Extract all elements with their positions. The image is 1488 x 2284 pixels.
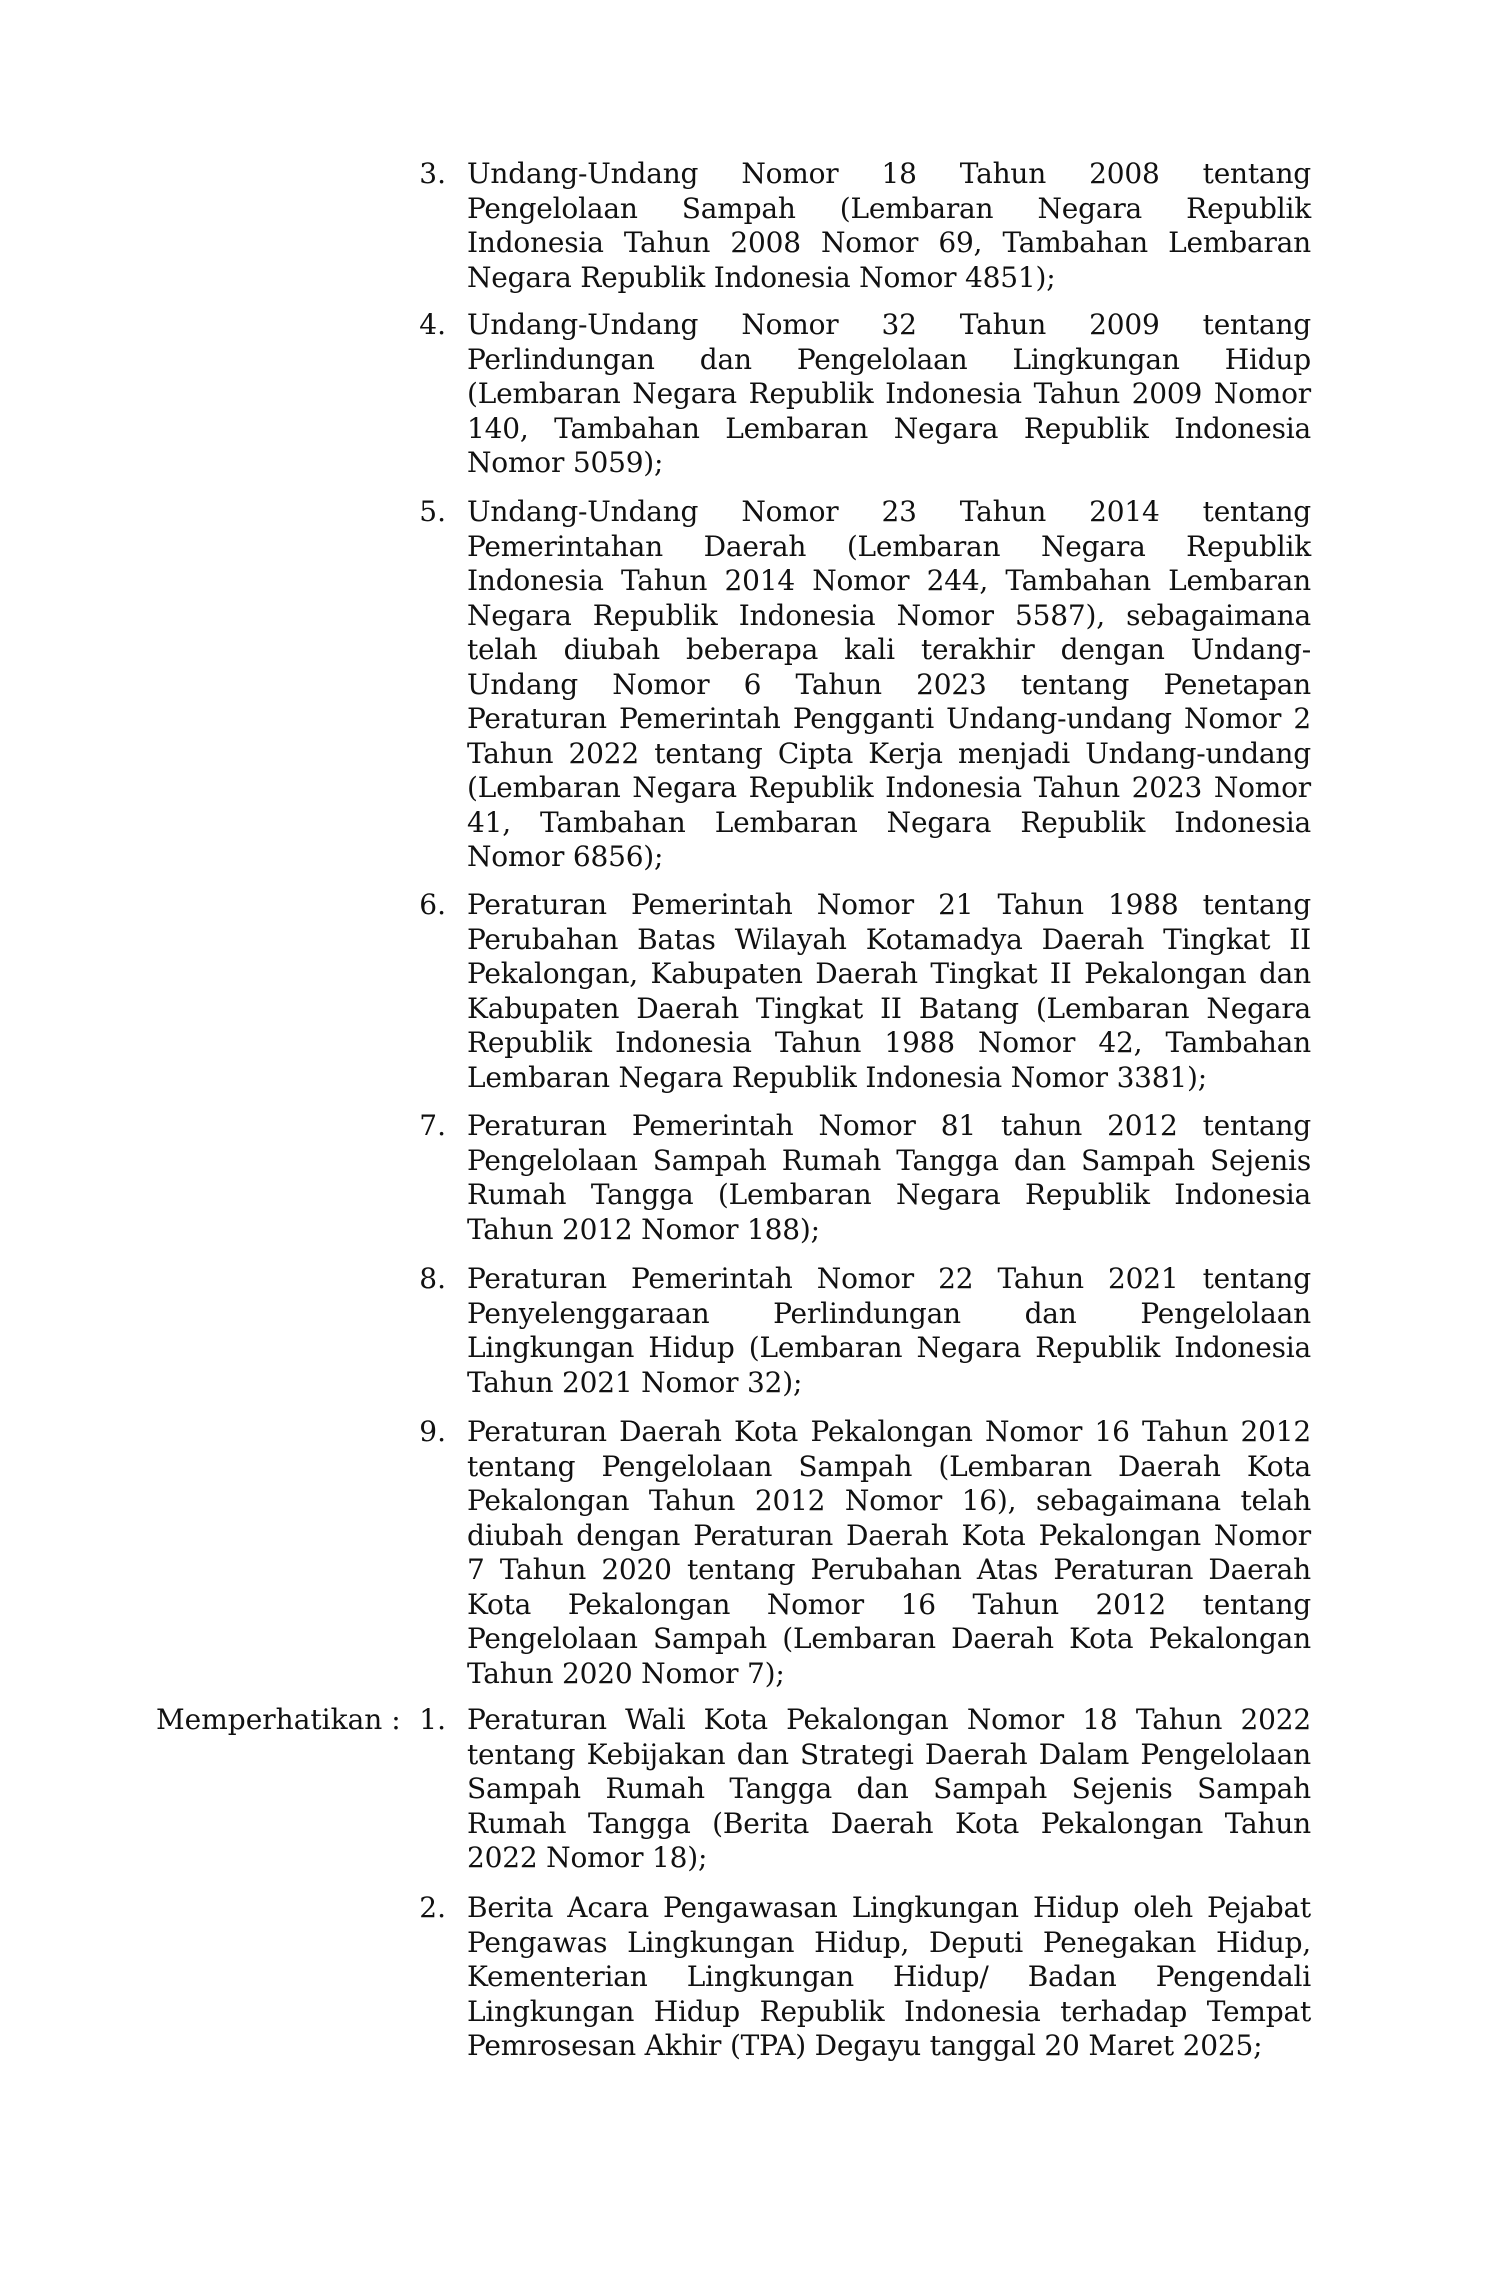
text-line: Peraturan Wali Kota Pekalongan Nomor 18 Tahun 2022 bbox=[467, 1703, 1311, 1736]
item-text bbox=[467, 1415, 1311, 1691]
item-text bbox=[467, 308, 1311, 481]
text-line: Undang-Undang Nomor 32 Tahun 2009 tentang bbox=[467, 308, 1311, 341]
text-line: 140, Tambahan Lembaran Negara Republik Indonesia bbox=[467, 411, 1311, 445]
text-line: Negara Republik Indonesia Nomor 5587), sebagaimana bbox=[467, 598, 1311, 632]
item-number: 9. bbox=[419, 1415, 446, 1448]
item-number: 6. bbox=[419, 888, 446, 921]
item-text bbox=[467, 1262, 1311, 1400]
text-line: (Lembaran Negara Republik Indonesia Tahun 2023 Nomor bbox=[467, 771, 1311, 804]
text-line: 41, Tambahan Lembaran Negara Republik Indonesia bbox=[467, 805, 1311, 839]
text-line: Sampah Rumah Tangga dan Sampah Sejenis Sampah bbox=[467, 1772, 1311, 1805]
text-line: Tahun 2020 Nomor 7); bbox=[467, 1656, 785, 1690]
text-line: Peraturan Pemerintah Nomor 81 tahun 2012 tentang bbox=[467, 1109, 1311, 1142]
item-number: 3. bbox=[419, 157, 446, 190]
text-line: Kabupaten Daerah Tingkat II Batang (Lembaran Negara bbox=[467, 991, 1311, 1025]
text-line: Pemerintahan Daerah (Lembaran Negara Republik bbox=[467, 529, 1311, 563]
text-line: Pekalongan, Kabupaten Daerah Tingkat II Pekalongan dan bbox=[467, 957, 1311, 990]
text-line: Pengelolaan Sampah Rumah Tangga dan Sampah Sejenis bbox=[467, 1143, 1311, 1177]
item-text bbox=[467, 1703, 1311, 1876]
item-text bbox=[467, 1891, 1311, 2064]
text-line: Negara Republik Indonesia Nomor 4851); bbox=[467, 260, 1056, 294]
text-line: Kota Pekalongan Nomor 16 Tahun 2012 tentang bbox=[467, 1587, 1311, 1621]
item-text bbox=[467, 1109, 1311, 1247]
text-line: Republik Indonesia Tahun 1988 Nomor 42, Tambahan bbox=[467, 1026, 1311, 1059]
text-line: Pengawas Lingkungan Hidup, Deputi Penegakan Hidup, bbox=[467, 1925, 1311, 1959]
text-line: Indonesia Tahun 2014 Nomor 244, Tambahan Lembaran bbox=[467, 564, 1311, 597]
text-line: Pemrosesan Akhir (TPA) Degayu tanggal 20 Maret 2025; bbox=[467, 2029, 1263, 2062]
text-line: Rumah Tangga (Lembaran Negara Republik Indonesia bbox=[467, 1178, 1311, 1211]
text-line: Lingkungan Hidup (Lembaran Negara Republik Indonesia bbox=[467, 1331, 1311, 1364]
text-line: Tahun 2021 Nomor 32); bbox=[467, 1365, 803, 1399]
section-label-memperhatikan: Memperhatikan : bbox=[156, 1703, 401, 1736]
text-line: Undang Nomor 6 Tahun 2023 tentang Penetapan bbox=[467, 667, 1311, 701]
text-line: Peraturan Daerah Kota Pekalongan Nomor 16 Tahun 2012 bbox=[467, 1415, 1311, 1448]
text-line: Peraturan Pemerintah Nomor 21 Tahun 1988 tentang bbox=[467, 888, 1311, 921]
text-line: 7 Tahun 2020 tentang Perubahan Atas Peraturan Daerah bbox=[467, 1553, 1311, 1586]
text-line: Berita Acara Pengawasan Lingkungan Hidup oleh Pejabat bbox=[467, 1891, 1311, 1924]
text-line: Lembaran Negara Republik Indonesia Nomor 3381); bbox=[467, 1060, 1207, 1094]
item-text bbox=[467, 495, 1311, 875]
item-number: 5. bbox=[419, 495, 446, 528]
text-line: Perlindungan dan Pengelolaan Lingkungan Hidup bbox=[467, 342, 1311, 376]
item-number: 2. bbox=[419, 1891, 446, 1924]
text-line: tentang Pengelolaan Sampah (Lembaran Daerah Kota bbox=[467, 1449, 1311, 1483]
text-line: 2022 Nomor 18); bbox=[467, 1841, 708, 1874]
text-line: Undang-Undang Nomor 23 Tahun 2014 tentang bbox=[467, 495, 1311, 528]
text-line: Tahun 2012 Nomor 188); bbox=[467, 1212, 820, 1246]
text-line: diubah dengan Peraturan Daerah Kota Pekalongan Nomor bbox=[467, 1518, 1311, 1552]
text-line: telah diubah beberapa kali terakhir dengan Undang- bbox=[467, 633, 1311, 666]
text-line: Penyelenggaraan Perlindungan dan Pengelolaan bbox=[467, 1296, 1311, 1330]
text-line: Pekalongan Tahun 2012 Nomor 16), sebagaimana telah bbox=[467, 1484, 1311, 1517]
text-line: Perubahan Batas Wilayah Kotamadya Daerah Tingkat II bbox=[467, 922, 1311, 956]
item-text bbox=[467, 157, 1311, 295]
item-number: 4. bbox=[419, 308, 446, 341]
text-line: Peraturan Pemerintah Nomor 22 Tahun 2021 tentang bbox=[467, 1262, 1311, 1295]
text-line: tentang Kebijakan dan Strategi Daerah Dalam Pengelolaan bbox=[467, 1737, 1311, 1771]
text-line: Tahun 2022 tentang Cipta Kerja menjadi Undang-undang bbox=[467, 736, 1311, 770]
text-line: Lingkungan Hidup Republik Indonesia terhadap Tempat bbox=[467, 1994, 1311, 2028]
text-line: Rumah Tangga (Berita Daerah Kota Pekalongan Tahun bbox=[467, 1806, 1311, 1840]
text-line: Nomor 6856); bbox=[467, 840, 664, 873]
text-line: Kementerian Lingkungan Hidup/ Badan Pengendali bbox=[467, 1960, 1311, 1993]
text-line: Pengelolaan Sampah (Lembaran Negara Republik bbox=[467, 191, 1311, 225]
item-text bbox=[467, 888, 1311, 1095]
item-number: 7. bbox=[419, 1109, 446, 1142]
text-line: Undang-Undang Nomor 18 Tahun 2008 tentang bbox=[467, 157, 1311, 190]
text-line: Pengelolaan Sampah (Lembaran Daerah Kota Pekalongan bbox=[467, 1622, 1311, 1655]
item-number: 1. bbox=[419, 1703, 446, 1736]
text-line: Nomor 5059); bbox=[467, 446, 664, 479]
item-number: 8. bbox=[419, 1262, 446, 1295]
text-line: (Lembaran Negara Republik Indonesia Tahun 2009 Nomor bbox=[467, 377, 1311, 410]
text-line: Peraturan Pemerintah Pengganti Undang-undang Nomor 2 bbox=[467, 702, 1311, 735]
text-line: Indonesia Tahun 2008 Nomor 69, Tambahan Lembaran bbox=[467, 226, 1311, 259]
